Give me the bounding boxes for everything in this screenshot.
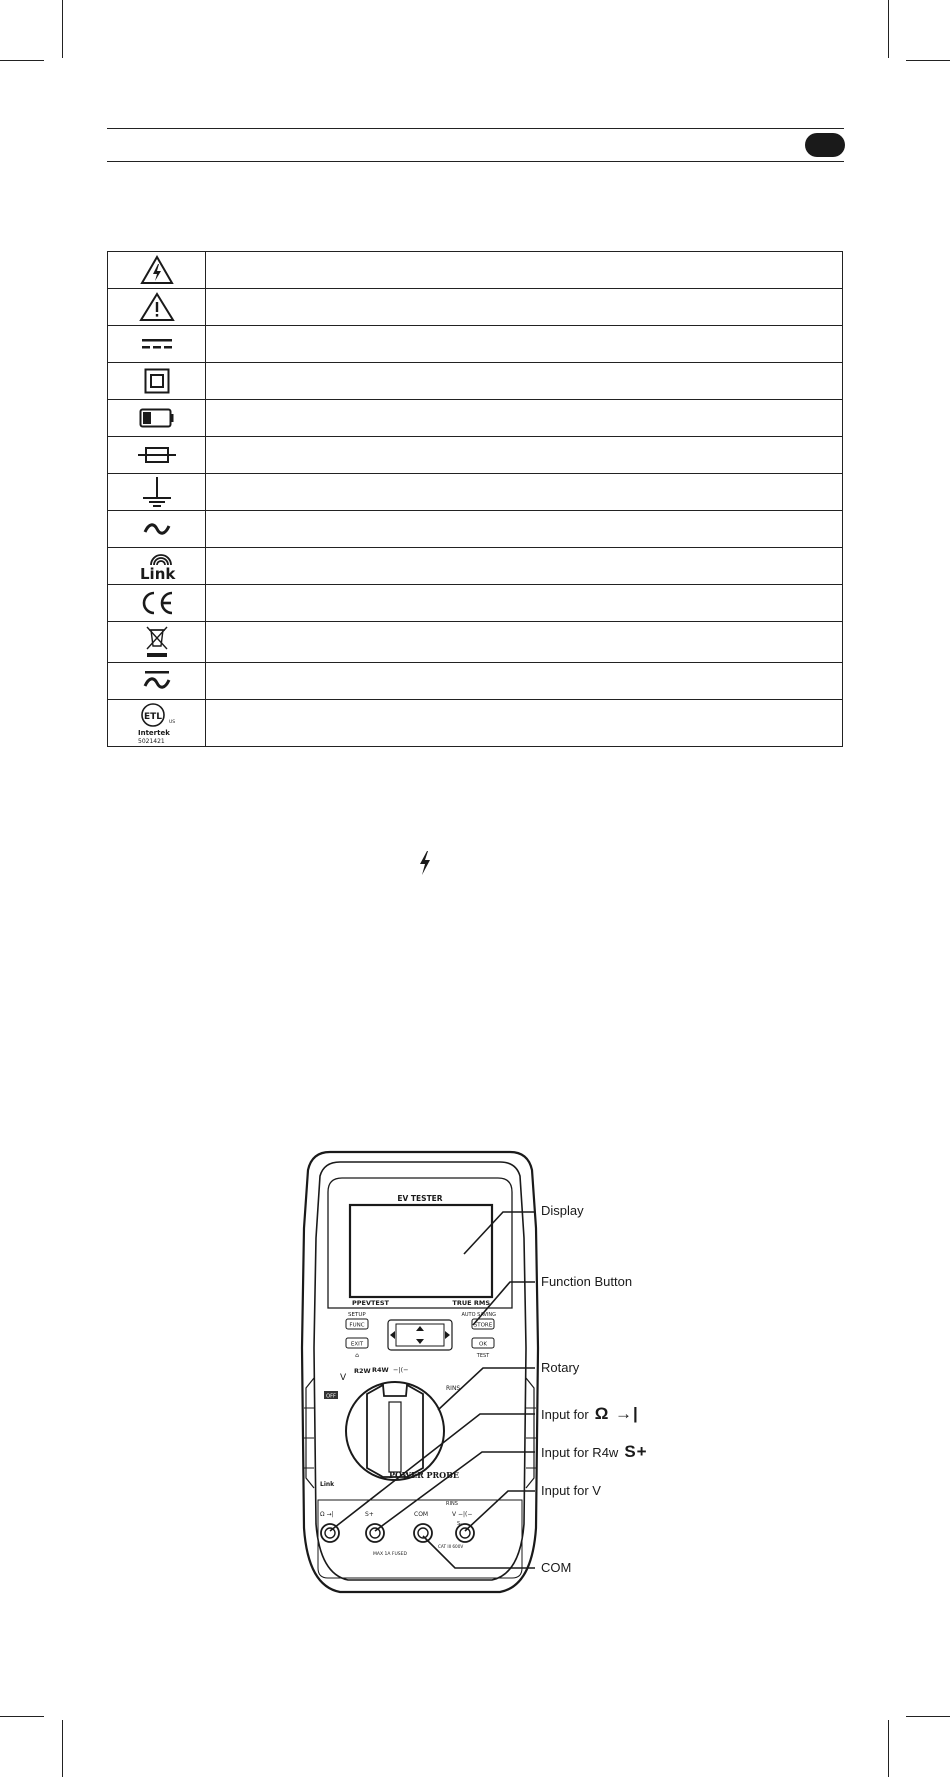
dial-r4w-label: R4W: [372, 1366, 389, 1374]
meter-title: EV TESTER: [397, 1194, 443, 1203]
dial-r2w-label: R2W: [354, 1367, 371, 1375]
rotary-callout-label: Rotary: [541, 1360, 580, 1375]
svg-text:Link: Link: [139, 565, 175, 581]
input-v-callout-label: Input for V: [541, 1483, 601, 1498]
jack-max-label: MAX 1A FUSED: [373, 1552, 407, 1557]
etl-brand-text: Intertek: [137, 729, 170, 737]
input-r4w-callout: [541, 1442, 648, 1462]
com-callout-label: COM: [541, 1560, 572, 1575]
test-label: TEST: [476, 1353, 490, 1359]
setup-label: SETUP: [348, 1312, 366, 1318]
brand-logo-text: POWER PROBE: [389, 1470, 459, 1480]
func-button-label: FUNC: [349, 1322, 365, 1329]
callout-v-line: [465, 1491, 535, 1531]
dial-off-label: OFF: [326, 1393, 336, 1400]
jack-sminus-label: S-: [457, 1521, 462, 1527]
callout-com-line: [423, 1536, 535, 1568]
screen-right-label: TRUE RMS: [452, 1299, 490, 1307]
screen-left-label: PPEVTEST: [352, 1299, 389, 1307]
lock-label: ⌂: [355, 1352, 359, 1359]
dial-v-label: V: [340, 1373, 347, 1383]
input-r4w-callout-label: Input for R4w: [541, 1445, 619, 1460]
ohm-diode-symbol: Ω →|: [594, 1404, 639, 1423]
function-button-callout-label: Function Button: [541, 1274, 633, 1289]
exit-button-label: EXIT: [350, 1341, 364, 1348]
jack-splus-label: S+: [365, 1511, 374, 1518]
store-button-label: STORE: [473, 1322, 493, 1329]
auto-saving-label: AUTO SAVING: [461, 1312, 496, 1318]
callout-display-line: [464, 1212, 535, 1254]
etl-number-text: 5021421: [137, 738, 165, 745]
callout-function-line: [473, 1282, 535, 1325]
input-ohm-callout-label: Input for: [541, 1407, 589, 1422]
jack-ohm-label: Ω →|: [320, 1511, 334, 1518]
ok-button-label: OK: [479, 1341, 487, 1348]
input-ohm-callout: [541, 1404, 639, 1424]
dial-rins-label: RINS: [446, 1385, 461, 1392]
jack-rins-label: RINS: [446, 1501, 458, 1507]
callout-ohm-line: [330, 1414, 535, 1531]
callout-rotary-line: [438, 1368, 535, 1410]
jack-cat-label: CAT III 600V: [438, 1544, 464, 1549]
dial-cap-label: −|(−: [393, 1366, 409, 1374]
jack-v-label: V −|(−: [452, 1511, 473, 1518]
etl-suffix-text: US: [168, 720, 175, 725]
s-plus-symbol: S+: [624, 1442, 648, 1461]
jack-com-label: COM: [414, 1511, 429, 1518]
meter-link-label: Link: [320, 1481, 335, 1488]
etl-mark-text: ETL: [143, 712, 162, 722]
display-callout-label: Display: [541, 1203, 584, 1218]
